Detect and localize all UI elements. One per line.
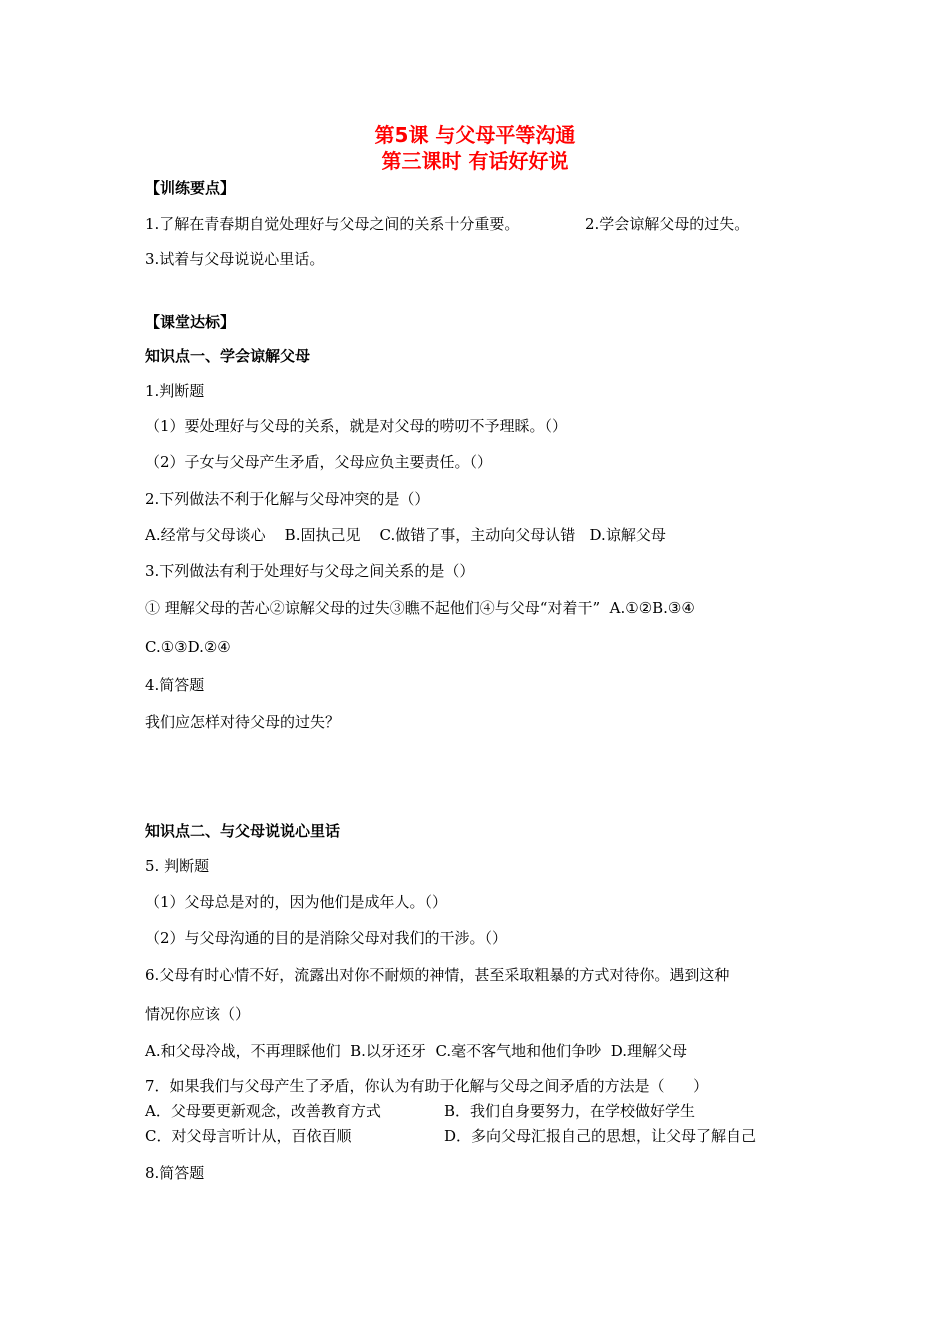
- lesson-title: 第5课 与父母平等沟通: [374, 123, 576, 147]
- q8-label: 8.简答题: [145, 1164, 205, 1182]
- q2-stem: 2.下列做法不利于化解与父母冲突的是（）: [145, 490, 430, 508]
- training-heading: 【训练要点】: [145, 179, 236, 197]
- q1-label: 1.判断题: [145, 382, 205, 400]
- q1-item-b: （2）子女与父母产生矛盾，父母应负主要责任。（）: [145, 453, 493, 471]
- q6-stem-line1: 6.父母有时心情不好，流露出对你不耐烦的神情，甚至采取粗暴的方式对待你。遇到这种: [145, 966, 730, 984]
- lesson-subtitle: 第三课时 有话好好说: [381, 149, 569, 173]
- q1-item-a: （1）要处理好与父母的关系，就是对父母的唠叨不予理睬。（）: [145, 417, 568, 435]
- q5-item-a: （1）父母总是对的，因为他们是成年人。（）: [145, 893, 448, 911]
- q3-options-line1: ① 理解父母的苦心②谅解父母的过失③瞧不起他们④与父母“对着干” A.①②B.③④: [145, 599, 695, 617]
- q4-label: 4.简答题: [145, 676, 205, 694]
- training-point-2: 2.学会谅解父母的过失。: [585, 215, 750, 233]
- q4-text: 我们应怎样对待父母的过失？: [145, 713, 341, 731]
- kp1-heading: 知识点一、学会谅解父母: [145, 347, 311, 365]
- q5-item-b: （2）与父母沟通的目的是消除父母对我们的干涉。（）: [145, 929, 508, 947]
- q2-options: A.经常与父母谈心 B.固执己见 C.做错了事，主动向父母认错 D.谅解父母: [145, 526, 666, 544]
- classroom-heading: 【课堂达标】: [145, 313, 236, 331]
- q7-option-b: B．我们自身要努力，在学校做好学生: [444, 1102, 696, 1120]
- q7-option-a: A．父母要更新观念，改善教育方式: [145, 1102, 381, 1120]
- training-point-1: 1.了解在青春期自觉处理好与父母之间的关系十分重要。: [145, 215, 520, 233]
- q5-label: 5. 判断题: [145, 857, 210, 875]
- q7-option-c: C．对父母言听计从，百依百顺: [145, 1127, 352, 1145]
- q7-option-d: D．多向父母汇报自己的思想，让父母了解自己: [444, 1127, 757, 1145]
- q6-stem-line2: 情况你应该（）: [145, 1005, 251, 1023]
- q3-options-line2: C.①③D.②④: [145, 638, 231, 656]
- q7-stem: 7．如果我们与父母产生了矛盾，你认为有助于化解与父母之间矛盾的方法是（ ）: [145, 1077, 709, 1095]
- q3-stem: 3.下列做法有利于处理好与父母之间关系的是（）: [145, 562, 475, 580]
- q6-options: A.和父母冷战，不再理睬他们 B.以牙还牙 C.毫不客气地和他们争吵 D.理解父母: [145, 1042, 687, 1060]
- kp2-heading: 知识点二、与父母说说心里话: [145, 822, 341, 840]
- training-point-3: 3.试着与父母说说心里话。: [145, 250, 325, 268]
